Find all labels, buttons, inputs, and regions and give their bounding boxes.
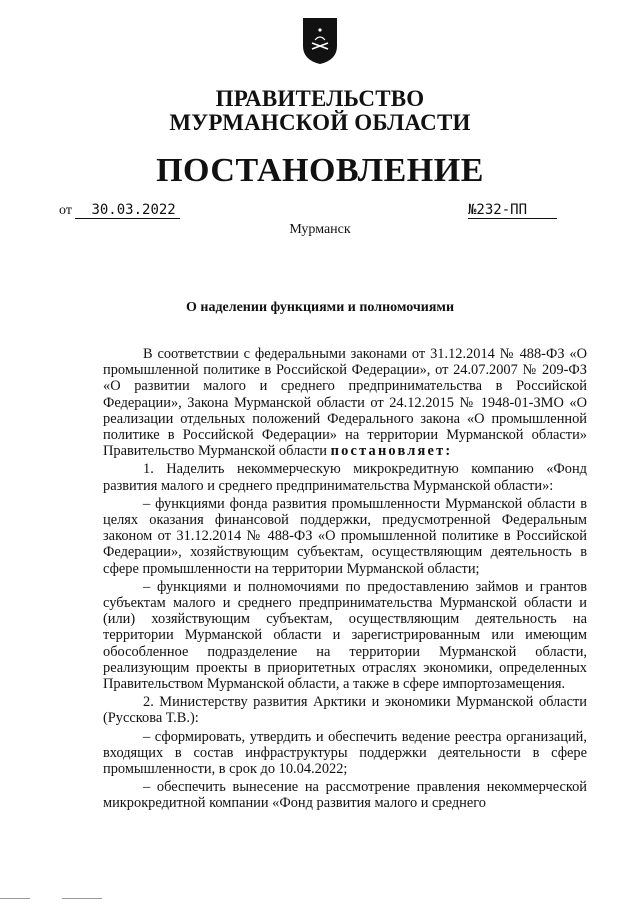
government-title-line1: ПРАВИТЕЛЬСТВО — [215, 86, 425, 111]
date-prefix: от — [59, 203, 72, 218]
item-1: 1. Наделить некоммерческую микрокредитную компанию «Фонд развития малого и среднего предпринимательства Мурманской области»: — [103, 461, 587, 494]
item-1-a: – функциями фонда развития промышленности Мурманской области в целях оказания финансовой поддержки, предусмотренной Федеральным законом от 31.12.2014 № 488-ФЗ «О промышленной политике в Российской Федерации», хозяйствующим субъектам, осуществляющим деятельность в сфере промышленности на территории Мурманской области; — [103, 495, 587, 577]
item-2: 2. Министерству развития Арктики и экономики Мурманской области (Русскова Т.В.): — [103, 694, 587, 727]
item-2-a: – сформировать, утвердить и обеспечить ведение реестра организаций, входящих в состав инфраструктуры поддержки деятельности в сфере промышленности, в срок до 10.04.2022; — [103, 728, 587, 778]
item-1-b: – функциями и полномочиями по предоставлению займов и грантов субъектам малого и среднего предпринимательства Мурманской области и (или) хозяйствующим субъектам, осуществляющим деятельность на территории Мурманской области и зарегистрированным или имеющим обособленное подразделение на территории Мурманской области, реализующим проекты в приоритетных отраслях экономики, определенных Правительством Мурманской области, а также в сфере импортозамещения. — [103, 578, 587, 693]
footer-divider-right — [62, 898, 102, 899]
coat-of-arms-icon — [301, 16, 339, 66]
intro-text: В соответствии с федеральными законами от 31.12.2014 № 488-ФЗ «О промышленной политике в Российской Федерации», от 24.07.2007 № 209-ФЗ «О развитии малого и среднего предпринимательства в Российской Федерации», Закона Мурманской области от 24.12.2015 № 1948-01-ЗМО «О реализации отдельных положений Федерального закона «О промышленной политике в Российской Федерации» на территории Мурманской области» Правительство Мурманской области — [103, 346, 587, 460]
date-row — [59, 202, 180, 219]
city-name: Мурманск — [289, 222, 351, 237]
date-value: 30.03.2022 — [75, 202, 179, 219]
number-row — [468, 202, 557, 219]
document-number: №232-ПП — [468, 202, 557, 219]
footer-divider-left — [0, 898, 30, 899]
resolve-word: постановляет: — [330, 443, 453, 460]
document-type-title: ПОСТАНОВЛЕНИЕ — [156, 152, 484, 189]
intro-paragraph — [103, 346, 587, 459]
item-2-b: – обеспечить вынесение на рассмотрение правления некоммерческой микрокредитной компании «Фонд развития малого и среднего — [103, 779, 587, 812]
document-subject: О наделении функциями и полномочиями — [185, 300, 455, 315]
government-title-line2: МУРМАНСКОЙ ОБЛАСТИ — [169, 110, 471, 135]
document-body — [103, 346, 587, 814]
